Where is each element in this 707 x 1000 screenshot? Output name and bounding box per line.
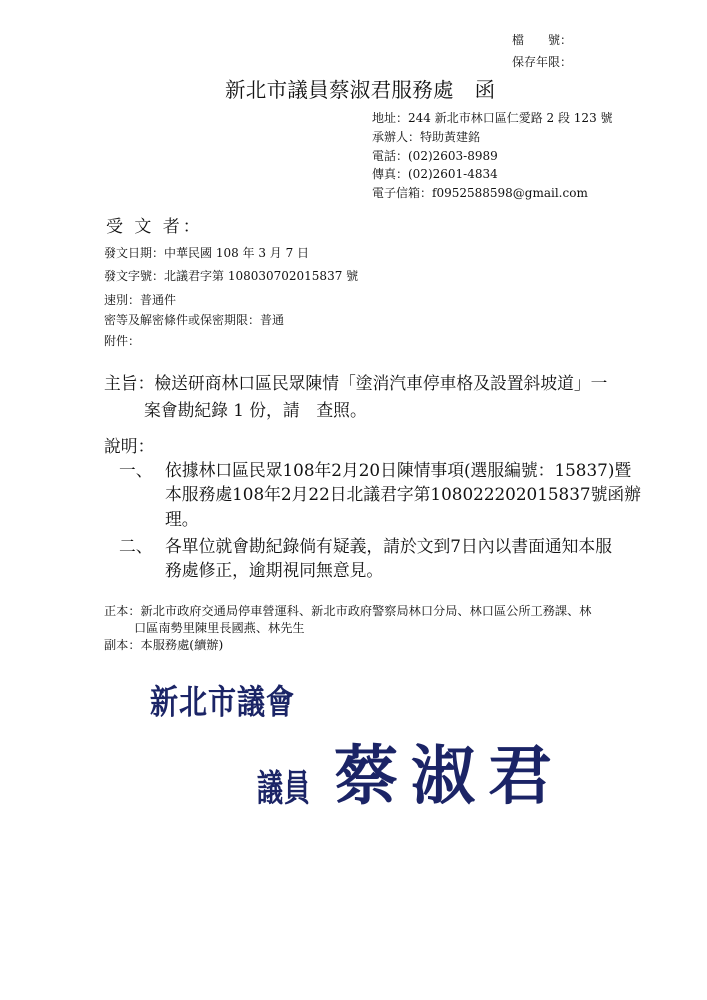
item-line: 依據林口區民眾108年2月20日陳情事項(選服編號：15837)暨 — [165, 460, 632, 480]
original-recipients-continued: 口區南勢里陳里長國燕、林先生 — [134, 621, 305, 635]
document-title: 新北市議員蔡淑君服務處 函 — [225, 78, 496, 102]
subject-line: 案會勘紀錄 1 份，請 查照。 — [144, 400, 367, 420]
stamp-council-name: 新北市議會 — [150, 682, 296, 722]
copy-recipients: 副本：本服務處(續辦) — [104, 638, 224, 652]
attachment-label: 附件： — [104, 334, 141, 348]
retention-period-label: 保存年限： — [512, 55, 573, 69]
contact-fax: 傳真：(02)2601-4834 — [372, 167, 498, 181]
contact-handler: 承辦人：特助黃建銘 — [372, 130, 481, 144]
security-level: 密等及解密條件或保密期限：普通 — [104, 313, 285, 327]
item-line: 務處修正，逾期視同無意見。 — [165, 560, 384, 580]
explanation-label: 說明： — [104, 436, 155, 456]
item-line: 本服務處108年2月22日北議君字第108022202015837號函辦 — [165, 484, 641, 504]
stamp-title: 議員 — [257, 768, 312, 811]
contact-address: 地址：244 新北市林口區仁愛路 2 段 123 號 — [372, 111, 613, 125]
item-number: 二、 — [119, 536, 153, 556]
item-line: 各單位就會勘紀錄倘有疑義，請於文到7日內以書面通知本服 — [165, 536, 612, 556]
delivery-speed: 速別：普通件 — [104, 293, 177, 307]
contact-email: 電子信箱：f0952588598@gmail.com — [372, 186, 588, 200]
file-number-label: 檔 號： — [512, 33, 573, 47]
subject-line: 主旨：檢送研商林口區民眾陳情「塗消汽車停車格及設置斜坡道」一 — [104, 373, 608, 393]
document-number: 發文字號：北議君字第 108030702015837 號 — [104, 269, 359, 283]
stamp-councilor-name: 蔡淑君 — [334, 739, 565, 814]
recipient-label: 受 文 者： — [106, 217, 203, 237]
original-recipients: 正本：新北市政府交通局停車營運科、新北市政府警察局林口分局、林口區公所工務課、林 — [104, 604, 592, 618]
issue-date: 發文日期：中華民國 108 年 3 月 7 日 — [104, 246, 310, 260]
contact-phone: 電話：(02)2603-8989 — [372, 149, 498, 163]
item-line: 理。 — [165, 509, 199, 529]
item-number: 一、 — [119, 460, 153, 480]
